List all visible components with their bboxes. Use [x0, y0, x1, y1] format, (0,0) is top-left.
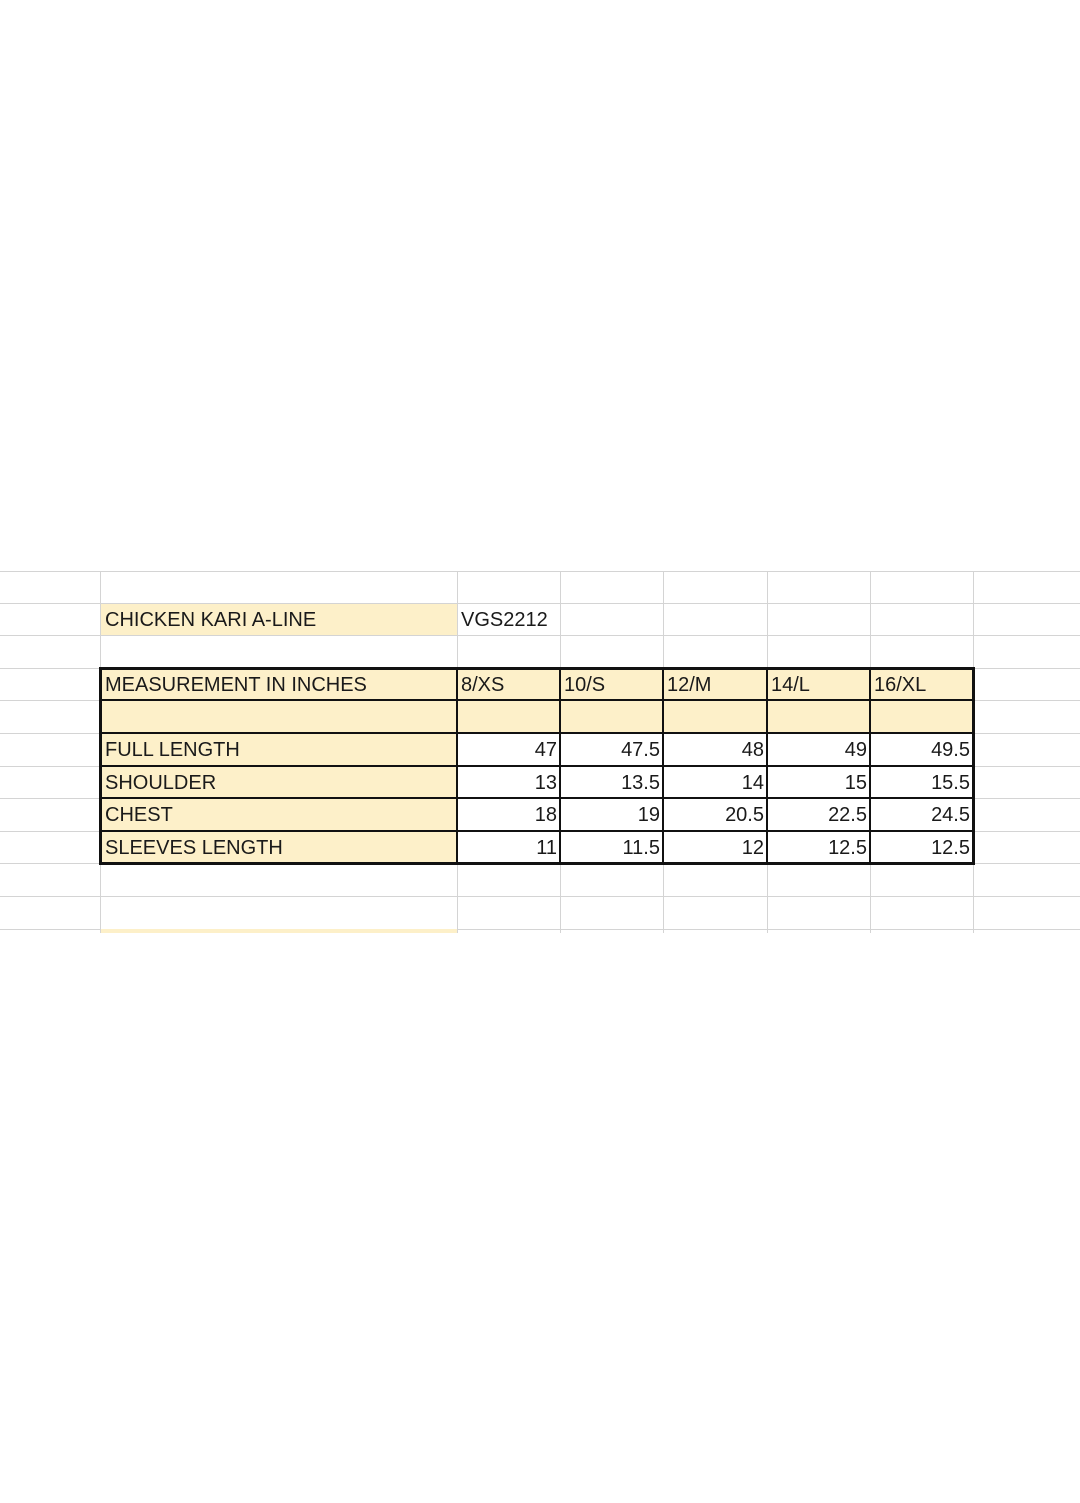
product-title: CHICKEN KARI A-LINE — [105, 609, 317, 631]
partial-fill — [101, 929, 457, 933]
value-cell: 22.5 — [828, 804, 867, 826]
table-border-bottom — [99, 862, 975, 865]
table-border-top — [99, 667, 975, 670]
value-cell: 18 — [534, 804, 557, 826]
value-cell: 14 — [741, 772, 764, 794]
value-cell: 15 — [844, 772, 867, 794]
size-header-s: 10/S — [564, 674, 606, 696]
size-header-xl: 16/XL — [874, 674, 927, 696]
value-cell: 20.5 — [725, 804, 764, 826]
value-cell: 12.5 — [931, 837, 970, 859]
value-cell: 15.5 — [931, 772, 970, 794]
product-code: VGS2212 — [461, 609, 548, 631]
value-cell: 47 — [534, 739, 557, 761]
table-row-divider — [99, 797, 975, 799]
row-label-shoulder: SHOULDER — [105, 772, 217, 794]
table-row-divider — [99, 830, 975, 832]
value-cell: 11 — [536, 837, 557, 859]
table-row-divider — [99, 765, 975, 767]
value-cell: 48 — [741, 739, 764, 761]
size-header-xs: 8/XS — [461, 674, 505, 696]
value-cell: 11.5 — [622, 837, 660, 859]
value-cell: 19 — [637, 804, 660, 826]
gridline — [0, 896, 1080, 897]
row-label-sleeves-length: SLEEVES LENGTH — [105, 837, 283, 859]
value-cell: 12.5 — [828, 837, 867, 859]
value-cell: 13 — [534, 772, 557, 794]
size-header-l: 14/L — [771, 674, 810, 696]
table-row-divider — [99, 699, 975, 701]
table-row-divider — [99, 732, 975, 734]
gridline — [0, 571, 1080, 572]
value-cell: 49.5 — [931, 739, 970, 761]
value-cell: 12 — [741, 837, 764, 859]
value-cell: 47.5 — [621, 739, 660, 761]
value-cell: 24.5 — [931, 804, 970, 826]
header-label: MEASUREMENT IN INCHES — [105, 674, 367, 696]
size-header-m: 12/M — [667, 674, 712, 696]
row-label-full-length: FULL LENGTH — [105, 739, 240, 761]
spreadsheet-grid — [0, 571, 1080, 933]
value-cell: 49 — [844, 739, 867, 761]
row-label-chest: CHEST — [105, 804, 173, 826]
value-cell: 13.5 — [621, 772, 660, 794]
